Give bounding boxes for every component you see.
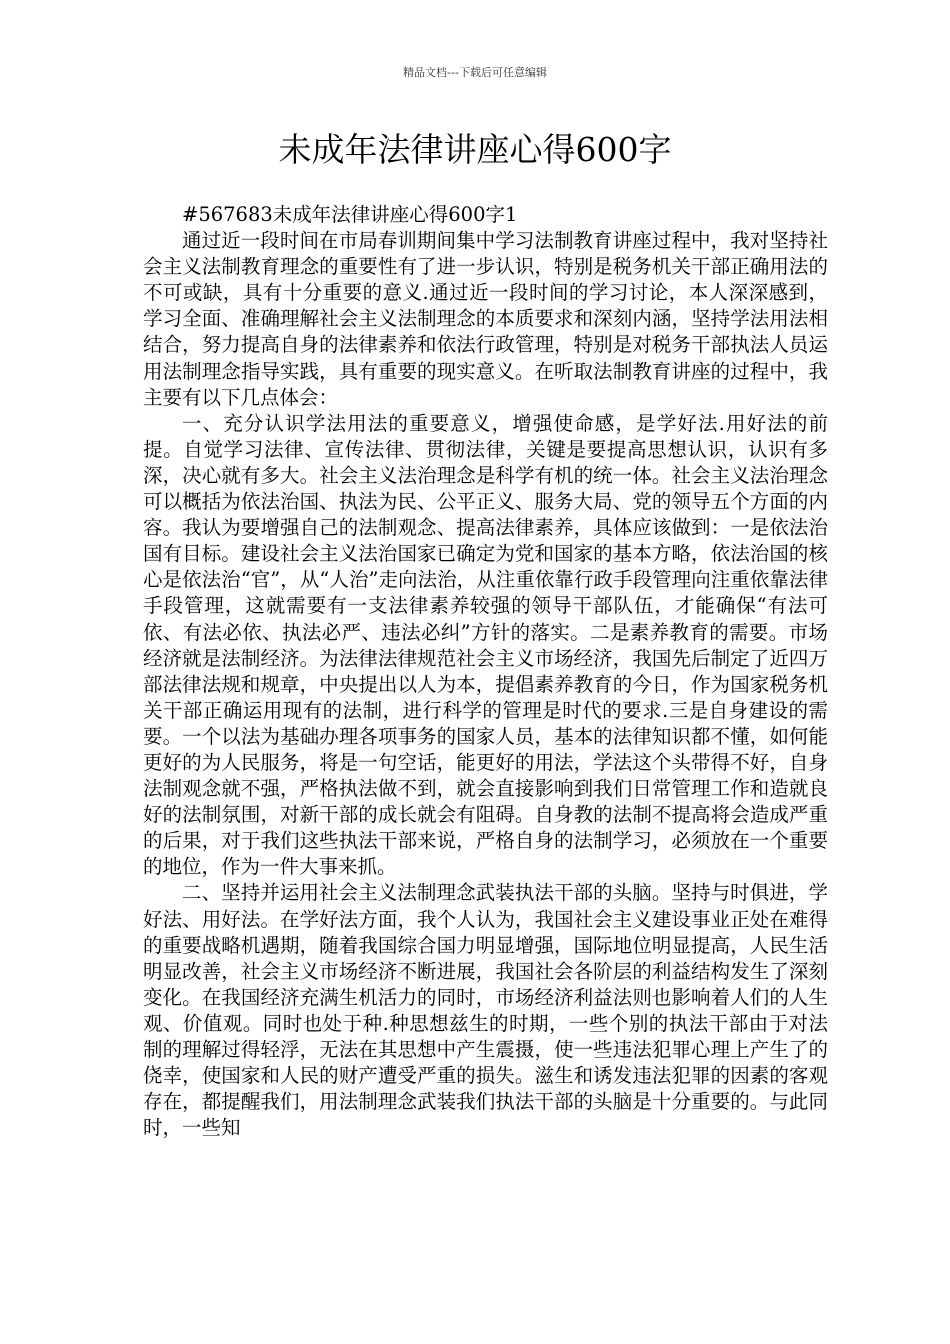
document-title: 未成年法律讲座心得600字 — [278, 130, 672, 169]
document-body — [143, 202, 828, 1141]
paragraph-point-one: 一、充分认识学法用法的重要意义，增强使命感，是学好法.用好法的前提。自觉学习法律、宣传法律、贯彻法律，关键是要提高思想认识，认识有多深，决心就有多大。社会主义法治理念是科学有机的统一体。社会主义法治理念可以概括为依法治国、执法为民、公平正义、服务大局、党的领导五个方面的内容。我认为要增强自己的法制观念、提高法律素养，具体应该做到：一是依法治国有目标。建设社会主义法治国家已确定为党和国家的基本方略，依法治国的核心是依法治“官”，从“人治”走向法治，从注重依靠行政手段管理向注重依靠法律手段管理，这就需要有一支法律素养较强的领导干部队伍，才能确保“有法可依、有法必依、执法必严、违法必纠”方针的落实。二是素养教育的需要。市场经济就是法制经济。为法律法律规范社会主义市场经济，我国先后制定了近四万部法律法规和规章，中央提出以人为本，提倡素养教育的今日，作为国家税务机关干部正确运用现有的法制，进行科学的管理是时代的要求.三是自身建设的需要。一个以法为基础办理各项事务的国家人员，基本的法律知识都不懂，如何能更好的为人民服务，将是一句空话，能更好的用法，学法这个头带得不好，自身法制观念就不强，严格执法做不到，就会直接影响到我们日常管理工作和造就良好的法制氛围，对新干部的成长就会有阻碍。自身教的法制不提高将会造成严重的后果，对于我们这些执法干部来说，严格自身的法制学习，必须放在一个重要的地位，作为一件大事来抓。 — [143, 411, 828, 879]
paragraph-intro: 通过近一段时间在市局春训期间集中学习法制教育讲座过程中，我对坚持社会主义法制教育理念的重要性有了进一步认识，特别是税务机关干部正确用法的不可或缺，具有十分重要的意义.通过近一段时间的学习讨论，本人深深感到，学习全面、准确理解社会主义法制理念的本质要求和深刻内涵，坚持学法用法相结合，努力提高自身的法律素养和依法行政管理，特别是对税务干部执法人员运用法制理念指导实践，具有重要的现实意义。在听取法制教育讲座的过程中，我主要有以下几点体会： — [143, 229, 828, 409]
paragraph-point-two: 二、坚持并运用社会主义法制理念武装执法干部的头脑。坚持与时俱进，学好法、用好法。在学好法方面，我个人认为，我国社会主义建设事业正处在难得的重要战略机遇期，随着我国综合国力明显增强，国际地位明显提高，人民生活明显改善，社会主义市场经济不断进展，我国社会各阶层的利益结构发生了深刻变化。在我国经济充满生机活力的同时，市场经济利益法则也影响着人们的人生观、价值观。同时也处于种.种思想兹生的时期，一些个别的执法干部由于对法制的理解过得轻浮，无法在其思想中产生震摄，使一些违法犯罪心理上产生了的侥幸，使国家和人民的财产遭受严重的损失。滋生和诱发违法犯罪的因素的客观存在，都提醒我们，用法制理念武装我们执法干部的头脑是十分重要的。与此同时，一些知 — [143, 881, 828, 1140]
header-note: 精品文档---下载后可任意编辑 — [403, 66, 547, 79]
document-subtitle: #567683未成年法律讲座心得600字1 — [182, 203, 518, 226]
